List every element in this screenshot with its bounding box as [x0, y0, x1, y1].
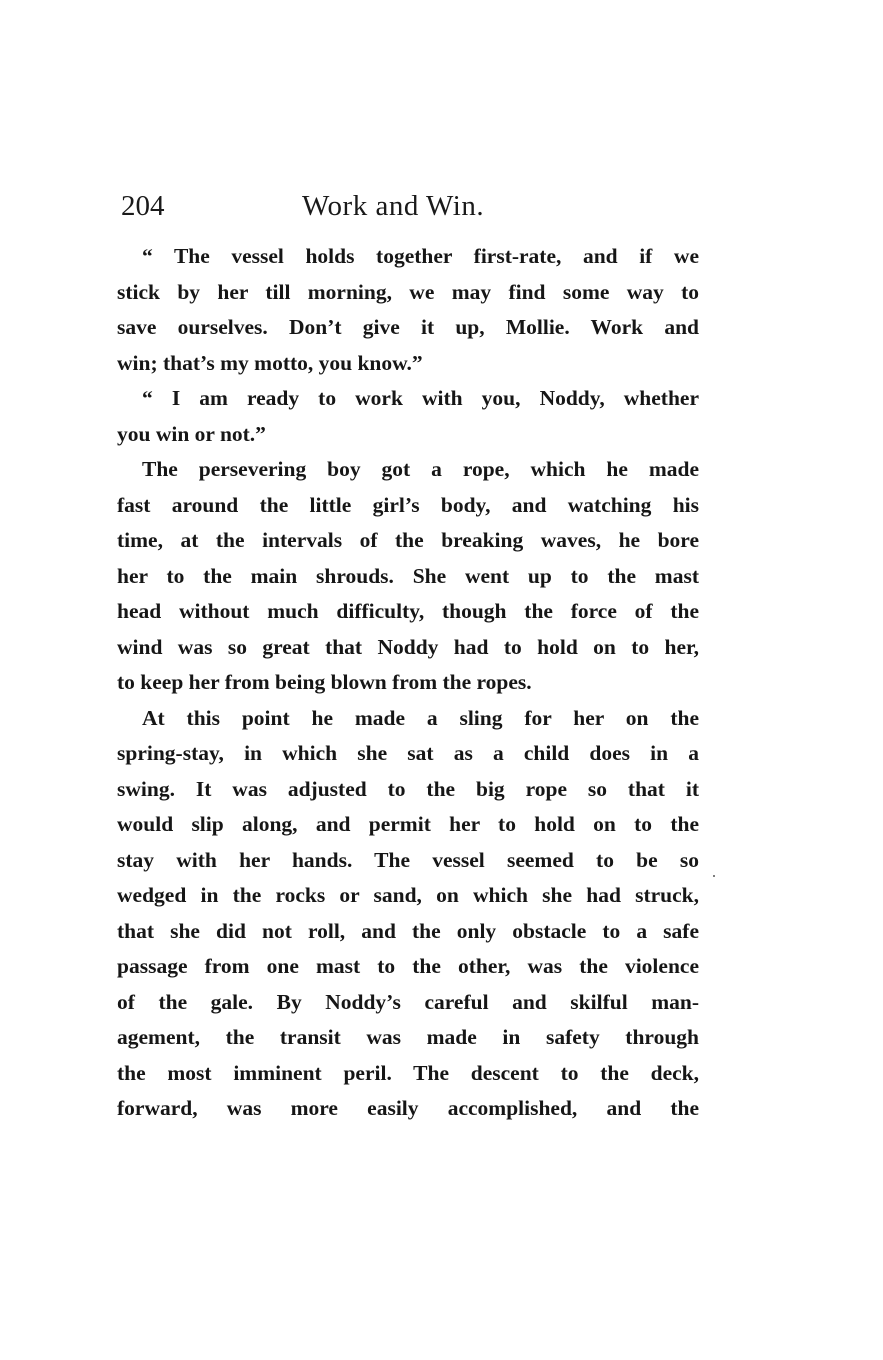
body-text: [117, 239, 699, 1127]
text-line: win; that’s my motto, you know.”: [117, 350, 423, 375]
text-line: swing. It was adjusted to the big rope so that it: [117, 776, 699, 801]
text-line: “ I am ready to work with you, Noddy, whether: [142, 386, 699, 410]
text-line: The persevering boy got a rope, which he made: [142, 457, 699, 481]
print-speck: [713, 875, 715, 877]
text-line: wedged in the rocks or sand, on which she had struck,: [117, 883, 699, 907]
text-line: save ourselves. Don’t give it up, Mollie. Work and: [117, 315, 699, 339]
text-line: fast around the little girl’s body, and watching his: [117, 492, 699, 517]
text-line: time, at the intervals of the breaking waves, he bore: [117, 528, 699, 552]
text-line: that she did not roll, and the only obstacle to a safe: [117, 918, 699, 943]
text-line: agement, the transit was made in safety through: [117, 1025, 699, 1049]
text-line: spring-stay, in which she sat as a child does in a: [117, 741, 699, 765]
text-line: wind was so great that Noddy had to hold on to her,: [117, 634, 699, 659]
text-line: forward, was more easily accomplished, and the: [117, 1096, 699, 1120]
text-line: would slip along, and permit her to hold on to the: [117, 812, 699, 836]
text-line: the most imminent peril. The descent to the deck,: [117, 1060, 699, 1085]
text-line: stick by her till morning, we may find some way to: [117, 279, 699, 304]
text-line: head without much difficulty, though the force of the: [117, 599, 699, 623]
text-line: At this point he made a sling for her on the: [142, 705, 699, 730]
text-line: to keep her from being blown from the ropes.: [117, 670, 532, 694]
page-header: [121, 186, 701, 226]
page-number: 204: [121, 190, 165, 222]
text-line: you win or not.”: [117, 421, 266, 446]
text-line: passage from one mast to the other, was the violence: [117, 954, 699, 978]
text-line: stay with her hands. The vessel seemed to be so: [117, 847, 699, 872]
running-title: Work and Win.: [302, 190, 485, 222]
text-line: of the gale. By Noddy’s careful and skilful man-: [117, 989, 699, 1014]
text-line: her to the main shrouds. She went up to the mast: [117, 563, 699, 588]
text-line: “ The vessel holds together first-rate, and if we: [142, 244, 699, 268]
